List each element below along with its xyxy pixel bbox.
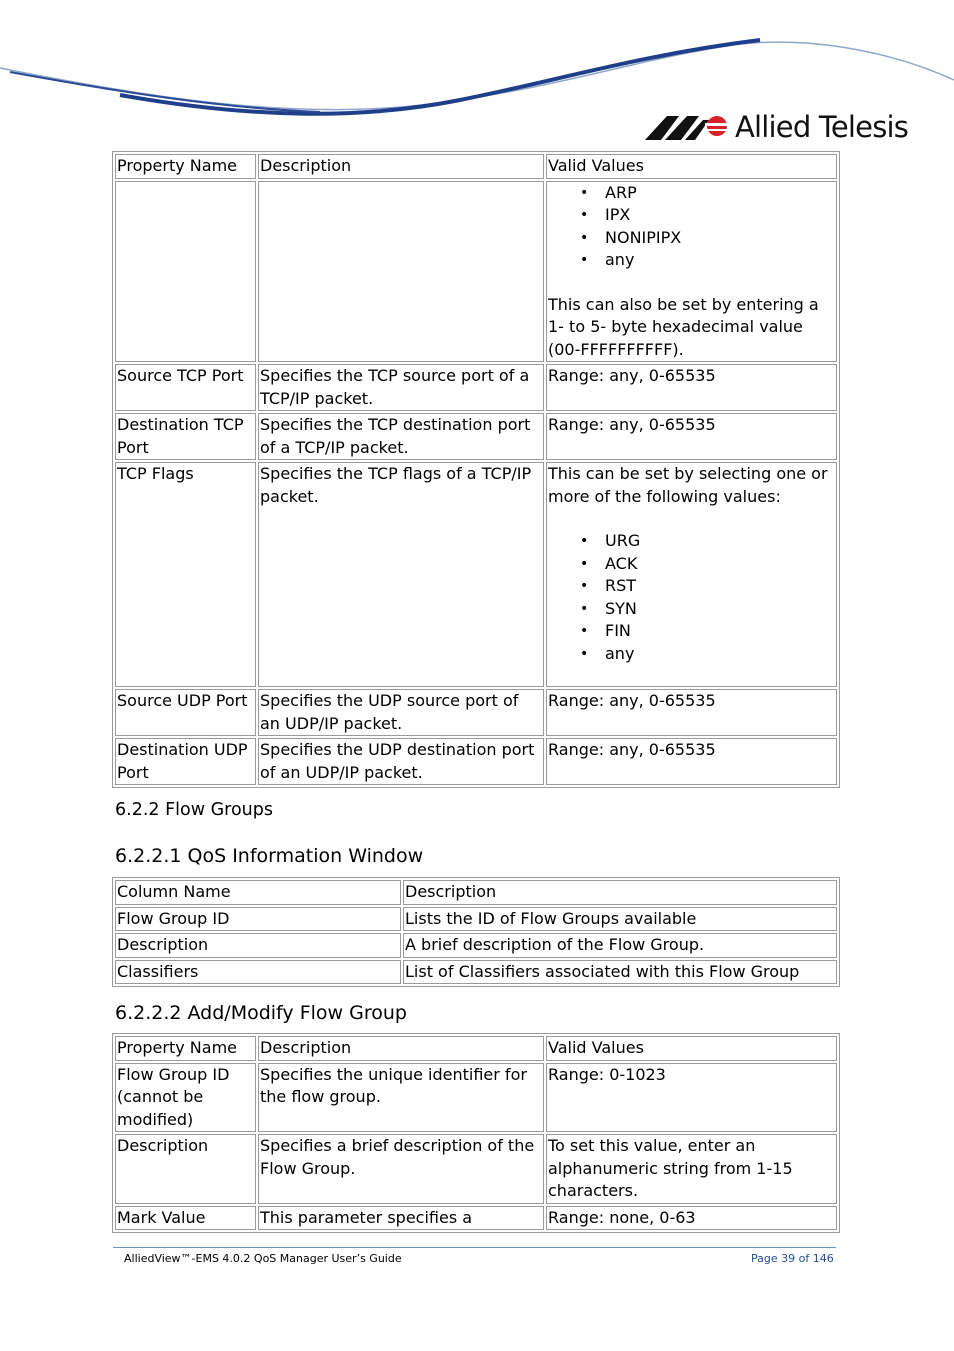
description-cell: Specifies a brief description of the Flow Group. (258, 1134, 544, 1204)
valid-values-cell: Range: any, 0-65535 (546, 738, 837, 785)
footer-doc-title: AlliedView™-EMS 4.0.2 QoS Manager User’s Guide (124, 1252, 402, 1265)
header-cell: Description (403, 880, 837, 905)
table-header-row (115, 880, 837, 905)
allied-telesis-logo (645, 110, 908, 144)
footer-page-number: Page 39 of 146 (751, 1252, 834, 1265)
list-item: • NONIPIPX (605, 227, 835, 250)
property-name-cell: Destination TCP Port (115, 413, 256, 460)
table-header-row (115, 1036, 837, 1061)
description-cell: Specifies the UDP destination port of an UDP/IP packet. (258, 738, 544, 785)
table-row (115, 960, 837, 985)
list-item: • any (605, 249, 835, 272)
table-row (115, 462, 837, 687)
property-name-cell: Source TCP Port (115, 364, 256, 411)
description-cell: A brief description of the Flow Group. (403, 933, 837, 958)
section-heading-flow-groups: 6.2.2 Flow Groups (115, 800, 273, 820)
description-cell: Specifies the TCP source port of a TCP/IP packet. (258, 364, 544, 411)
table-row (115, 1134, 837, 1204)
header-cell: Valid Values (546, 154, 837, 179)
flags-intro: This can be set by selecting one or more of the following values: (548, 464, 828, 506)
valid-values-cell: Range: none, 0-63 (546, 1206, 837, 1231)
description-cell (258, 181, 544, 363)
column-name-cell: Flow Group ID (115, 907, 401, 932)
list-item: • RST (605, 575, 835, 598)
header-cell: Description (258, 154, 544, 179)
header-cell: Description (258, 1036, 544, 1061)
description-cell: Specifies the TCP destination port of a TCP/IP packet. (258, 413, 544, 460)
property-name-cell: Source UDP Port (115, 689, 256, 736)
list-item: • FIN (605, 620, 835, 643)
header-cell: Column Name (115, 880, 401, 905)
table-row (115, 907, 837, 932)
table-row (115, 364, 837, 411)
valid-values-cell (546, 462, 837, 687)
property-name-cell (115, 181, 256, 363)
logo-mark-icon (645, 112, 729, 142)
table-header-row (115, 154, 837, 179)
table-row (115, 738, 837, 785)
table-row (115, 1206, 837, 1231)
table-row (115, 413, 837, 460)
header-cell: Property Name (115, 154, 256, 179)
property-name-cell: Destination UDP Port (115, 738, 256, 785)
description-cell: Specifies the TCP flags of a TCP/IP packet. (258, 462, 544, 687)
header-cell: Valid Values (546, 1036, 837, 1061)
valid-values-cell (546, 181, 837, 363)
hex-note: This can also be set by entering a 1- to 5- byte hexadecimal value (00-FFFFFFFFFF). (548, 294, 819, 359)
section-heading-qos-window: 6.2.2.1 QoS Information Window (115, 845, 424, 867)
table-row (115, 933, 837, 958)
property-name-cell: TCP Flags (115, 462, 256, 687)
property-table-2 (112, 1033, 840, 1233)
column-table (112, 877, 840, 987)
property-name-cell: Description (115, 1134, 256, 1204)
footer-divider (113, 1247, 836, 1248)
valid-values-cell: Range: any, 0-65535 (546, 364, 837, 411)
table-row (115, 689, 837, 736)
list-item: • ARP (605, 182, 835, 205)
valid-values-cell: Range: any, 0-65535 (546, 413, 837, 460)
description-cell: Specifies the unique identifier for the flow group. (258, 1063, 544, 1133)
table-row (115, 1063, 837, 1133)
property-name-cell: Flow Group ID (cannot be modified) (115, 1063, 256, 1133)
property-table-1 (112, 151, 840, 788)
list-item: • SYN (605, 598, 835, 621)
list-item: • ACK (605, 553, 835, 576)
list-item: • IPX (605, 204, 835, 227)
section-heading-add-modify: 6.2.2.2 Add/Modify Flow Group (115, 1002, 407, 1024)
header-cell: Property Name (115, 1036, 256, 1061)
description-cell: This parameter specifies a (258, 1206, 544, 1231)
property-name-cell: Mark Value (115, 1206, 256, 1231)
list-item: • URG (605, 530, 835, 553)
description-cell: Lists the ID of Flow Groups available (403, 907, 837, 932)
description-cell: List of Classifiers associated with this Flow Group (403, 960, 837, 985)
valid-values-cell: Range: any, 0-65535 (546, 689, 837, 736)
table-row (115, 181, 837, 363)
list-item: • any (605, 643, 835, 666)
column-name-cell: Description (115, 933, 401, 958)
valid-values-cell: Range: 0-1023 (546, 1063, 837, 1133)
flags-list (548, 530, 835, 665)
values-list (548, 182, 835, 272)
column-name-cell: Classifiers (115, 960, 401, 985)
logo-text: Allied Telesis (735, 110, 909, 144)
valid-values-cell: To set this value, enter an alphanumeric string from 1-15 characters. (546, 1134, 837, 1204)
description-cell: Specifies the UDP source port of an UDP/IP packet. (258, 689, 544, 736)
